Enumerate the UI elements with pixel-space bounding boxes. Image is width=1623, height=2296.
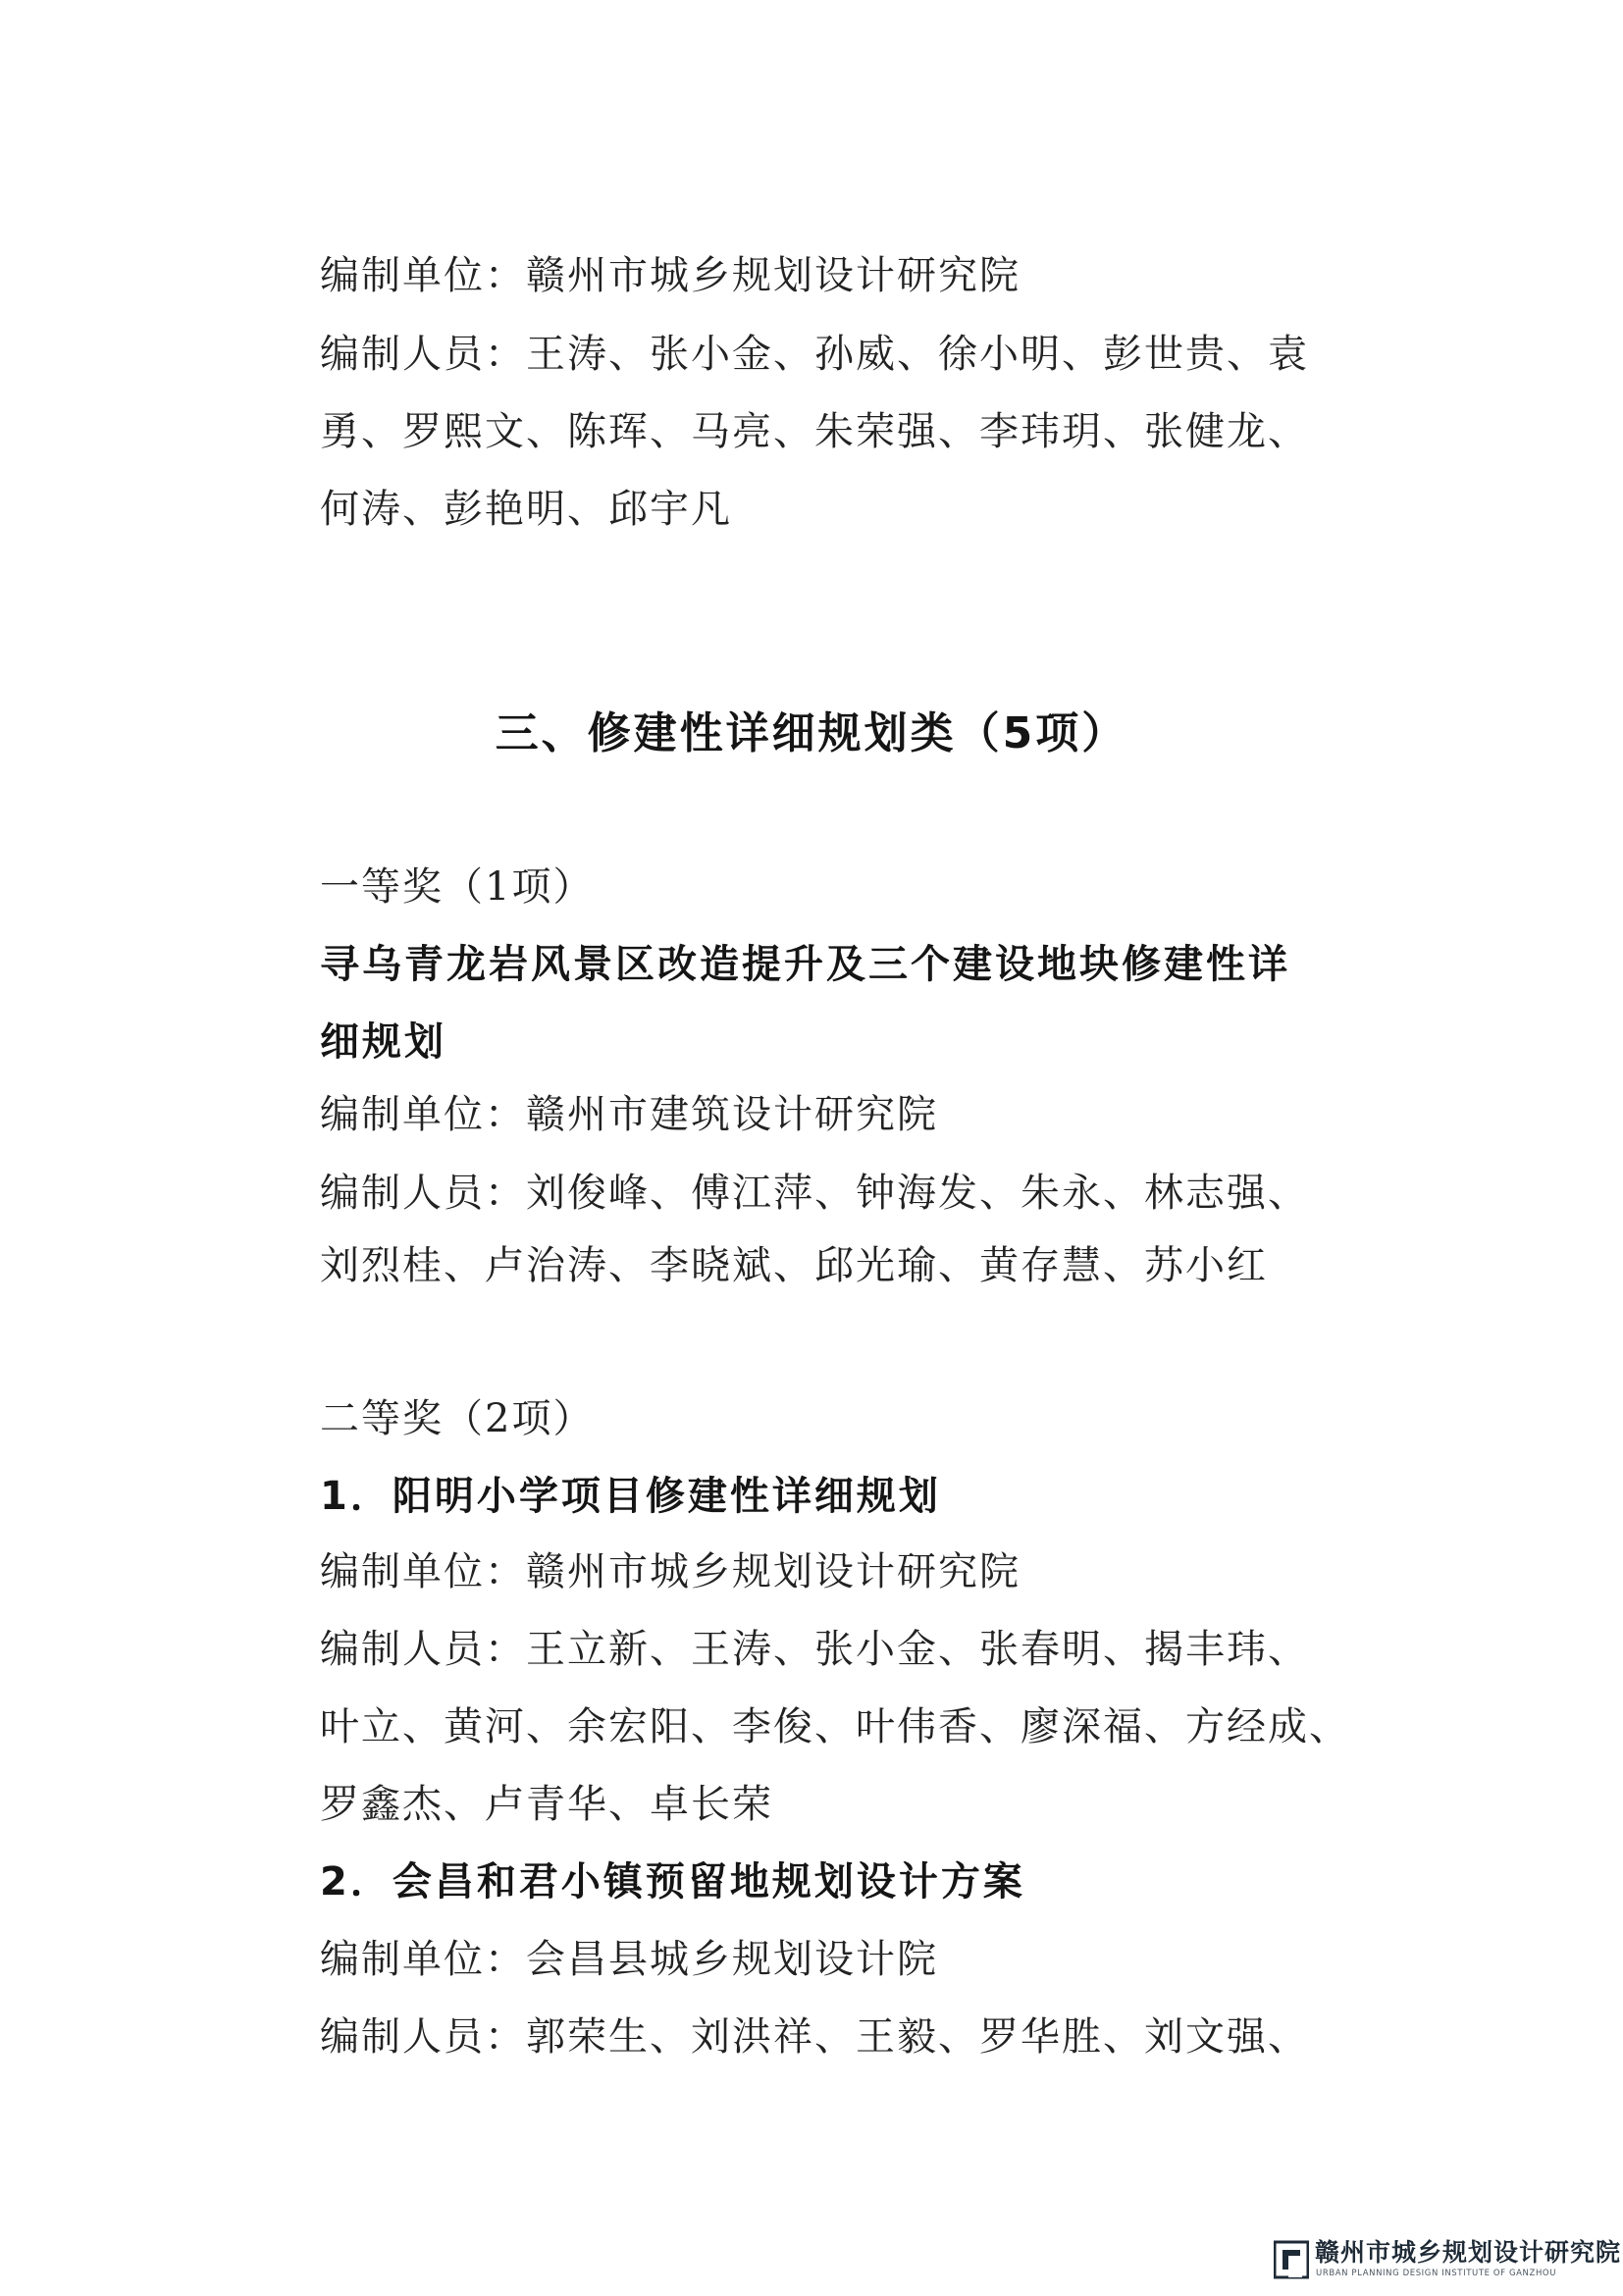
second-prize-project-1-staff-line-1: 编制人员：王立新、王涛、张小金、张春明、揭丰玮、 <box>320 1627 1309 1672</box>
institute-logo-icon <box>1274 2240 1309 2279</box>
first-prize-unit: 编制单位：赣州市建筑设计研究院 <box>320 1092 938 1137</box>
second-prize-project-1-unit: 编制单位：赣州市城乡规划设计研究院 <box>320 1549 1021 1594</box>
first-prize-heading: 一等奖（1项） <box>320 864 595 910</box>
first-prize-staff-line-1: 编制人员：刘俊峰、傅江萍、钟海发、朱永、林志强、 <box>320 1171 1309 1216</box>
first-prize-staff-line-2: 刘烈桂、卢治涛、李晓斌、邱光瑜、黄存慧、苏小红 <box>320 1243 1268 1288</box>
first-prize-project-line-1: 寻乌青龙岩风景区改造提升及三个建设地块修建性详 <box>320 942 1290 987</box>
footer-institute-name: 赣州市城乡规划设计研究院 <box>1315 2238 1622 2267</box>
second-prize-project-1-staff-line-2: 叶立、黄河、余宏阳、李俊、叶伟香、廖深福、方经成、 <box>320 1704 1350 1749</box>
footer-english-name: URBAN PLANNING DESIGN INSTITUTE OF GANZHOU <box>1316 2269 1557 2278</box>
second-prize-project-2-title: 2．会昌和君小镇预留地规划设计方案 <box>320 1859 1025 1905</box>
footer-logo <box>1274 2236 1622 2287</box>
second-prize-project-1-title: 1．阳明小学项目修建性详细规划 <box>320 1474 941 1519</box>
top-entry-staff-line-2: 勇、罗熙文、陈珲、马亮、朱荣强、李玮玥、张健龙、 <box>320 409 1309 454</box>
section-title: 三、修建性详细规划类（5项） <box>495 708 1128 758</box>
second-prize-project-1-staff-line-3: 罗鑫杰、卢青华、卓长荣 <box>320 1782 773 1827</box>
second-prize-heading: 二等奖（2项） <box>320 1396 595 1441</box>
second-prize-project-2-staff-line-1: 编制人员：郭荣生、刘洪祥、王毅、罗华胜、刘文强、 <box>320 2014 1309 2060</box>
top-entry-unit: 编制单位：赣州市城乡规划设计研究院 <box>320 253 1021 298</box>
top-entry-staff-line-1: 编制人员：王涛、张小金、孙威、徐小明、彭世贵、袁 <box>320 332 1309 377</box>
top-entry-staff-line-3: 何涛、彭艳明、邱宇凡 <box>320 487 732 532</box>
first-prize-project-line-2: 细规划 <box>320 1019 446 1065</box>
second-prize-project-2-unit: 编制单位：会昌县城乡规划设计院 <box>320 1937 938 1982</box>
